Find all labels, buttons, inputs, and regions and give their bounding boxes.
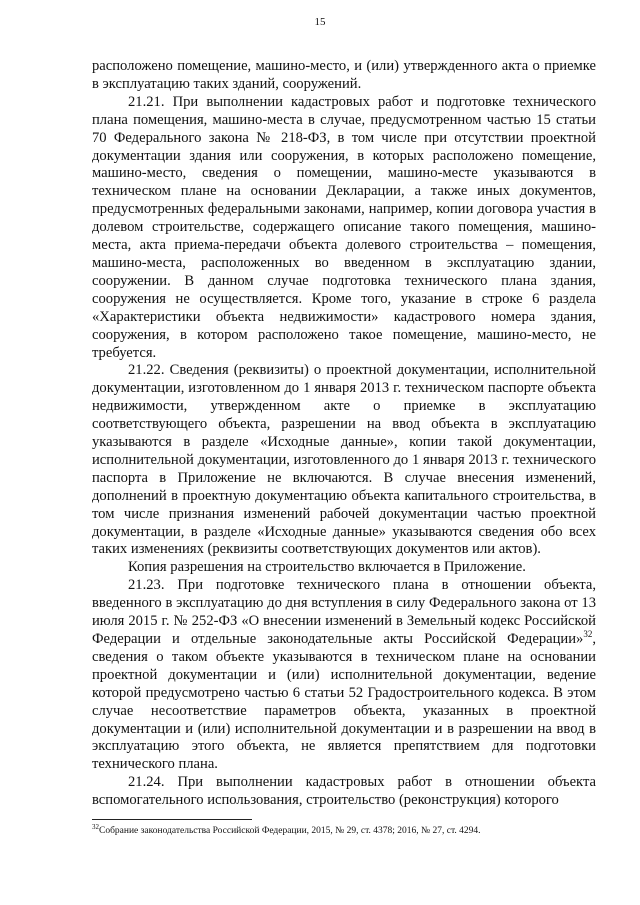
body-text — [92, 58, 596, 810]
page-number: 15 — [314, 16, 326, 28]
paragraph-21-23-text-start: 21.23. При подготовке технического плана в отношении объекта, введенного в эксплуатацию до дня вступления в силу Федерального закона от 13 июля 2015 г. № 252-ФЗ «О внесении изменений в Земельный кодекс Российской Федерации и отдельные законодательные акты Российской Федерации» — [92, 577, 596, 647]
paragraph-21-22: 21.22. Сведения (реквизиты) о проектной документации, исполнительной документации, изготовленном до 1 января 2013 г. техническом паспорте объекта недвижимости, утвержденном акте о приемке в эксплуатацию соответствующего объекта, разрешении на ввод объекта в эксплуатацию указываются в разделе «Исходные данные», копии такой документации, исполнительной документации, изготовленного до 1 января 2013 г. технического паспорта в Приложение не включаются. В случае внесения изменений, дополнений в проектную документацию объекта капитального строительства, в том числе признания изменений рабочей документации частью проектной документации, в разделе «Исходные данные» указываются сведения обо всех таких изменениях (реквизиты соответствующих документов или актов). — [92, 362, 596, 558]
footnote-reference[interactable]: 32 — [583, 629, 593, 640]
paragraph-continuation: расположено помещение, машино-место, и (или) утвержденного акта о приемке в эксплуатацию таких зданий, сооружений. — [92, 58, 596, 92]
paragraph-21-21: 21.21. При выполнении кадастровых работ и подготовке технического плана помещения, машино-места в случае, предусмотренном частью 15 статьи 70 Федерального закона № 218-ФЗ, в том числе при отсутствии проектной документации здания или сооружения, в которых расположено помещение, машино-место, сведения о помещении, машино-месте указываются в техническом плане на основании Декларации, а также иных документов, предусмотренных федеральными законами, например, копии договора участия в долевом строительстве, содержащего описание такого помещения, машино-места, акта приема-передачи объекта долевого строительства – помещения, машино-места, расположенных во введенном в эксплуатацию здании, сооружении. В данном случае подготовка технического плана здания, сооружения не осуществляется. Кроме того, указание в строке 6 раздела «Характеристики объекта недвижимости» кадастрового номера здания, сооружения, в котором расположено такое помещение, машино-место, не требуется. — [92, 93, 596, 361]
paragraph-21-23-text-end: , сведения о таком объекте указываются в техническом плане на основании проектной документации и (или) исполнительной документации, ведение которой предусмотрено частью 6 статьи 52 Градостроительного кодекса. В этом случае несоответствие параметров объекта, указанных в проектной документации и (или) исполнительной документации и в разрешении на ввод в эксплуатацию этого объекта, не является препятствием для подготовки технического плана. — [92, 631, 596, 773]
paragraph-permit-copy: Копия разрешения на строительство включается в Приложение. — [128, 559, 526, 576]
footnote-number: 32 — [92, 822, 99, 831]
footnote-divider — [92, 819, 252, 820]
footnote — [92, 822, 602, 837]
paragraph-21-24: 21.24. При выполнении кадастровых работ в отношении объекта вспомогательного использования, строительство (реконструкция) которого — [92, 774, 596, 809]
paragraph-21-23 — [92, 577, 596, 774]
footnote-text: Собрание законодательства Российской Федерации, 2015, № 29, ст. 4378; 2016, № 27, ст. 4294. — [99, 826, 481, 836]
